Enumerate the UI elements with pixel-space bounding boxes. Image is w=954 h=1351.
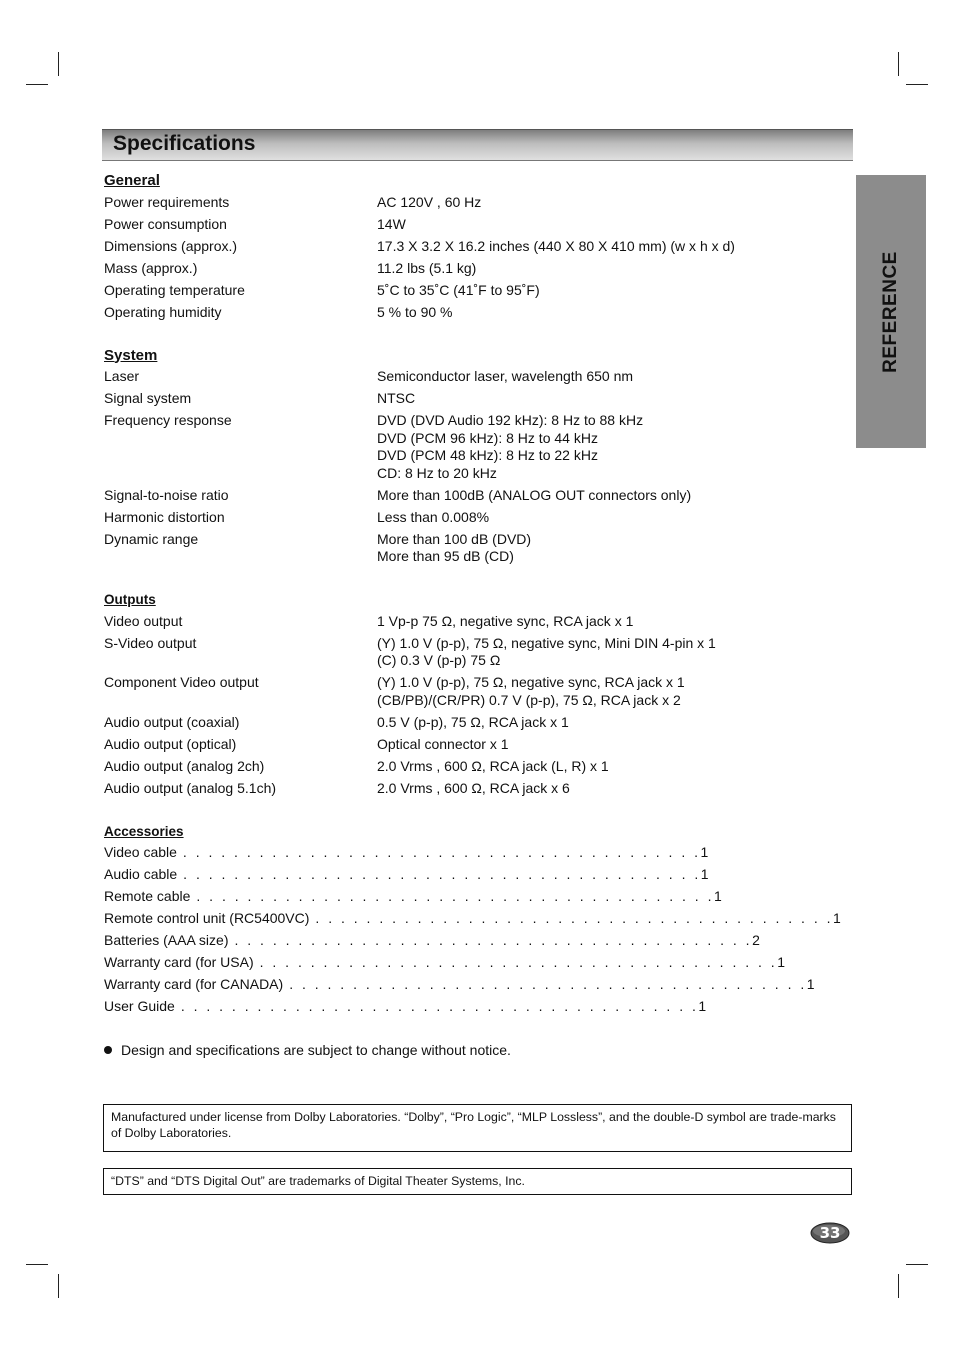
accessory-item (104, 998, 707, 1016)
spec-row (104, 531, 844, 566)
spec-row (104, 368, 844, 386)
dot-leader: . . . . . . . . . . . . . . . . . . . . . . . . . . . . . . . . . . . . . . . . . (183, 866, 701, 882)
section-heading-accessories: Accessories (104, 823, 184, 839)
dot-leader: . . . . . . . . . . . . . . . . . . . . . . . . . . . . . . . . . . . . . . . . . (196, 888, 714, 904)
spec-row (104, 736, 844, 754)
system-spec-list (104, 368, 844, 566)
spec-row (104, 304, 844, 322)
spec-value-line: (CB/PB)/(CR/PR) 0.7 V (p-p), 75 Ω, RCA jack x 2 (377, 691, 681, 708)
spec-row (104, 714, 844, 732)
spec-value (377, 260, 844, 278)
spec-value (377, 487, 844, 505)
spec-value-line: 0.5 V (p-p), 75 Ω, RCA jack x 1 (377, 713, 569, 730)
page-number: 33 (819, 1224, 841, 1242)
crop-mark (906, 84, 928, 85)
spec-label: Dynamic range (104, 530, 199, 547)
spec-value (377, 758, 844, 776)
spec-value-line: 2.0 Vrms , 600 Ω, RCA jack x 6 (377, 779, 570, 796)
accessory-quantity: 1 (698, 998, 707, 1014)
dot-leader: . . . . . . . . . . . . . . . . . . . . . . . . . . . . . . . . . . . . . . . . . (182, 844, 701, 860)
spec-value-line: 5˚C to 35˚C (41˚F to 95˚F) (377, 281, 540, 298)
spec-value (377, 531, 844, 566)
accessory-quantity: 1 (700, 844, 709, 860)
spec-label: Audio output (analog 2ch) (104, 757, 265, 774)
dolby-trademark-text: Manufactured under license from Dolby Laboratories. “Dolby”, “Pro Logic”, “MLP Lossless”, and the double-D symbol are trade-marks of Dolby Laboratories. (111, 1110, 836, 1140)
spec-row (104, 412, 844, 482)
spec-label: Operating temperature (104, 281, 245, 298)
general-spec-list (104, 194, 844, 322)
spec-value-line: (Y) 1.0 V (p-p), 75 Ω, negative sync, RCA jack x 1 (377, 674, 685, 690)
side-tab (856, 175, 926, 448)
accessory-name: Remote cable (104, 888, 191, 904)
spec-value-line: More than 100dB (ANALOG OUT connectors only) (377, 486, 692, 503)
spec-label: Signal-to-noise ratio (104, 486, 229, 503)
spec-label: Audio output (analog 5.1ch) (104, 779, 277, 796)
spec-value-line: 11.2 lbs (5.1 kg) (377, 259, 477, 276)
spec-row (104, 216, 844, 234)
spec-row (104, 238, 844, 256)
spec-value-line: DVD (PCM 48 kHz): 8 Hz to 22 kHz (377, 447, 598, 463)
title-bar (102, 129, 853, 161)
accessory-item (104, 866, 709, 884)
spec-value (377, 780, 844, 798)
spec-value (377, 238, 844, 256)
accessories-list (104, 844, 844, 1016)
dot-leader: . . . . . . . . . . . . . . . . . . . . . . . . . . . . . . . . . . . . . . . . . (180, 998, 699, 1014)
spec-label: Frequency response (104, 412, 232, 428)
accessory-name: Batteries (AAA size) (104, 932, 229, 948)
spec-value-line: DVD (PCM 96 kHz): 8 Hz to 44 kHz (377, 429, 598, 446)
spec-value-line: (Y) 1.0 V (p-p), 75 Ω, negative sync, Mini DIN 4-pin x 1 (377, 634, 716, 651)
spec-value-line: 1 Vp-p 75 Ω, negative sync, RCA jack x 1 (377, 612, 634, 629)
accessory-name: Video cable (104, 844, 177, 860)
spec-row (104, 390, 844, 408)
accessory-item (104, 844, 709, 862)
spec-label: Harmonic distortion (104, 508, 225, 525)
spec-value-line: CD: 8 Hz to 20 kHz (377, 464, 497, 481)
spec-label: Audio output (coaxial) (104, 713, 240, 730)
crop-mark (58, 52, 59, 76)
spec-label: Dimensions (approx.) (104, 237, 238, 254)
spec-value (377, 674, 844, 709)
spec-row (104, 509, 844, 527)
accessory-quantity: 2 (752, 932, 760, 948)
change-notice-text: Design and specifications are subject to change without notice. (121, 1042, 511, 1058)
spec-value-line: Semiconductor laser, wavelength 650 nm (377, 368, 634, 384)
spec-value-line: More than 95 dB (CD) (377, 548, 514, 564)
spec-row (104, 780, 844, 798)
spec-row (104, 758, 844, 776)
spec-label: Component Video output (104, 674, 259, 690)
spec-label: Operating humidity (104, 303, 222, 320)
spec-row (104, 282, 844, 300)
dolby-trademark-notice (103, 1104, 852, 1152)
change-notice (104, 1042, 511, 1058)
spec-value (377, 390, 844, 408)
dts-trademark-notice (103, 1168, 852, 1195)
spec-row (104, 260, 844, 278)
spec-value-line: (C) 0.3 V (p-p) 75 Ω (377, 652, 501, 668)
spec-value-line: 5 % to 90 % (377, 303, 453, 320)
section-heading-general: General (104, 172, 160, 189)
crop-mark (906, 1264, 928, 1265)
crop-mark (898, 52, 899, 76)
spec-row (104, 487, 844, 505)
spec-value-line: More than 100 dB (DVD) (377, 530, 532, 547)
dts-trademark-text: “DTS” and “DTS Digital Out” are trademarks of Digital Theater Systems, Inc. (111, 1174, 525, 1188)
accessory-item (104, 954, 785, 972)
spec-row (104, 194, 844, 212)
spec-value (377, 282, 844, 300)
specs-content (104, 172, 844, 1020)
dot-leader: . . . . . . . . . . . . . . . . . . . . . . . . . . . . . . . . . . . . . . . . . (234, 932, 753, 948)
crop-mark (26, 84, 48, 85)
spec-value-line: Less than 0.008% (377, 508, 490, 525)
accessory-quantity: 1 (700, 866, 709, 882)
spec-label: Video output (104, 612, 183, 629)
section-heading-outputs: Outputs (104, 592, 156, 607)
spec-label: Signal system (104, 390, 192, 406)
accessory-name: User Guide (104, 998, 175, 1014)
page-title: Specifications (113, 132, 256, 155)
spec-value-line: 17.3 X 3.2 X 16.2 inches (440 X 80 X 410 mm) (w x h x d) (377, 237, 735, 254)
spec-row (104, 613, 844, 631)
spec-value-line: DVD (DVD Audio 192 kHz): 8 Hz to 88 kHz (377, 412, 644, 428)
spec-value-line: 2.0 Vrms , 600 Ω, RCA jack (L, R) x 1 (377, 757, 609, 774)
spec-value-line: NTSC (377, 390, 416, 406)
accessory-name: Audio cable (104, 866, 178, 882)
spec-value (377, 635, 844, 670)
accessory-item (104, 888, 722, 906)
side-tab-label: REFERENCE (880, 250, 901, 373)
accessory-name: Warranty card (for USA) (104, 954, 254, 970)
crop-mark (58, 1274, 59, 1298)
spec-value (377, 509, 844, 527)
spec-value (377, 613, 844, 631)
dot-leader: . . . . . . . . . . . . . . . . . . . . . . . . . . . . . . . . . . . . . . . . . (315, 910, 833, 926)
accessory-item (104, 976, 815, 994)
spec-value (377, 736, 844, 754)
bullet-icon (104, 1046, 112, 1054)
spec-value (377, 216, 844, 234)
spec-value (377, 368, 844, 386)
spec-row (104, 635, 844, 670)
page-number-badge (810, 1222, 850, 1244)
outputs-spec-list (104, 613, 844, 798)
accessory-item (104, 932, 760, 950)
spec-row (104, 674, 844, 709)
spec-value-line: Optical connector x 1 (377, 735, 509, 752)
spec-value-line: AC 120V , 60 Hz (377, 193, 482, 210)
spec-label: Mass (approx.) (104, 259, 198, 276)
accessory-quantity: 1 (777, 954, 785, 970)
accessory-quantity: 1 (713, 888, 722, 904)
dot-leader: . . . . . . . . . . . . . . . . . . . . . . . . . . . . . . . . . . . . . . . . . (259, 954, 778, 970)
spec-value (377, 304, 844, 322)
accessory-quantity: 1 (806, 976, 815, 992)
dot-leader: . . . . . . . . . . . . . . . . . . . . . . . . . . . . . . . . . . . . . . . . . (289, 976, 807, 992)
section-heading-system: System (104, 346, 158, 364)
crop-mark (898, 1274, 899, 1298)
crop-mark (26, 1264, 48, 1265)
spec-value (377, 194, 844, 212)
accessory-name: Remote control unit (RC5400VC) (104, 910, 310, 926)
accessory-name: Warranty card (for CANADA) (104, 976, 284, 992)
spec-label: Power requirements (104, 193, 230, 210)
spec-value (377, 714, 844, 732)
spec-value (377, 412, 844, 482)
accessory-quantity: 1 (832, 910, 841, 926)
accessory-item (104, 910, 841, 928)
spec-label: S-Video output (104, 634, 197, 651)
spec-label: Power consumption (104, 215, 227, 232)
spec-value-line: 14W (377, 215, 406, 232)
spec-label: Audio output (optical) (104, 735, 237, 752)
spec-label: Laser (104, 368, 140, 384)
